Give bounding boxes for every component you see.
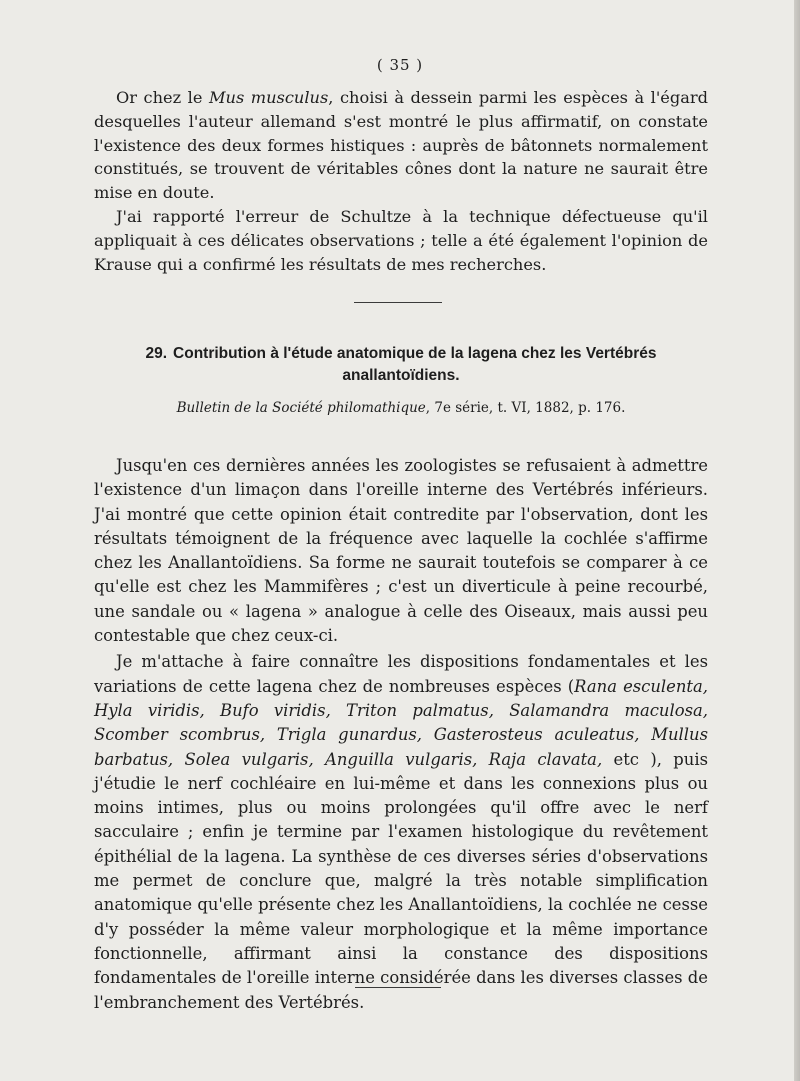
citation: [94, 400, 708, 416]
paragraph-lagena-intro: Jusqu'en ces dernières années les zoologistes se refusaient à admettre l'existence d'un limaçon dans l'oreille interne des Vertébrés inférieurs. J'ai montré que cette opinion était contredite par l'observation, dont les résultats témoignent de la fréquence avec laquelle la cochlée s'affirme chez les Anallantoïdiens. Sa forme ne saurait toutefois se comparer à ce qu'elle est chez les Mammifères ; c'est un diverticule à peine recourbé, une sandale ou « lagena » analogue à celle des Oiseaux, mais aussi peu contestable que chez ceux-ci.: [94, 456, 708, 646]
section-number: 29.: [145, 345, 168, 362]
paragraph-mus-musculus: Or chez le Mus musculus, choisi à dessein parmi les espèces à l'égard desquelles l'auteur allemand s'est montré le plus affirmatif, on constate l'existence des deux formes histiques : auprès de bâtonnets normalement constitués, se trouvent de véritables cônes dont la nature ne saurait être mise en doute.: [94, 88, 709, 203]
page-number: ( 35 ): [376, 56, 424, 74]
section-divider: [354, 302, 442, 303]
species-list: Rana esculenta, Hyla viridis, Bufo viridis, Triton palmatus, Salamandra maculosa, Scomber scombrus, Trigla gunardus, Gasterosteus aculeatus, Mullus barbatus, Solea vulgaris, Anguilla vulgaris, Raja clavata,: [94, 676, 708, 769]
paragraph-lagena-details: Je m'attache à faire connaître les dispositions fondamentales et les variations de cette lagena chez de nombreuses espèces (Rana esculenta, Hyla viridis, Bufo viridis, Triton palmatus, Salamandra maculosa, Scomber scombrus, Trigla gunardus, Gasterosteus aculeatus, Mullus barbatus, Solea vulgaris, Anguilla vulgaris, Raja clavata, etc ), puis j'étudie le nerf cochléaire en lui-même et dans les connexions plus ou moins intimes, plus ou moins prolongées qu'il offre avec le nerf sacculaire ; enfin je termine par l'examen histologique du revêtement épithélial de la lagena. La synthèse de ces diverses séries d'observations me permet de conclure que, malgré la très notable simplification anatomique qu'elle présente chez les Anallantoïdiens, la cochlée ne cesse d'y posséder la même valeur morphologique et la même importance fonctionnelle, affirmant ainsi la constance des dispositions fondamentales de l'oreille interne considérée dans les diverses classes de l'embranchement des Vertébrés.: [94, 652, 708, 1012]
citation-details: , 7e série, t. VI, 1882, p. 176.: [425, 400, 626, 416]
section-title: Contribution à l'étude anatomique de la lagena chez les Vertébrés anallantoïdiens.: [173, 345, 657, 384]
section-body: [94, 454, 708, 1015]
section-heading: [94, 343, 708, 387]
species-name: Mus musculus: [208, 88, 329, 107]
page-edge: [794, 0, 800, 1081]
end-divider: [355, 987, 441, 988]
citation-journal: Bulletin de la Société philomathique: [176, 400, 426, 416]
previous-section-text: [94, 86, 708, 276]
paragraph-schultze: J'ai rapporté l'erreur de Schultze à la technique défectueuse qu'il appliquait à ces délicates observations ; telle a été également l'opinion de Krause qui a confirmé les résultats de mes recherches.: [94, 206, 708, 274]
